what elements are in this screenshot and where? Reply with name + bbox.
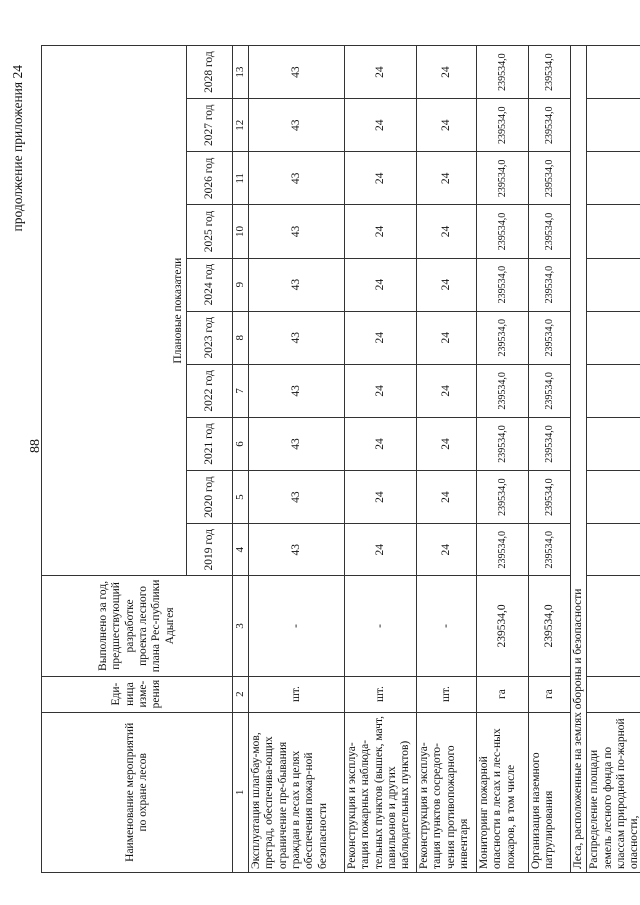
- header-unit: Еди-ница изме-рения: [42, 676, 233, 712]
- value-cell: 239534,0: [477, 205, 529, 258]
- value-cell: 24: [345, 471, 417, 524]
- value-cell: 239534,0: [477, 471, 529, 524]
- value-cell: 43: [249, 417, 345, 470]
- continuation-label: продолжение приложения 24: [10, 65, 25, 232]
- value-cell: 239534,0: [477, 46, 529, 99]
- value-cell: 43: [249, 524, 345, 576]
- row-unit: га: [529, 676, 571, 712]
- section-title: Леса, расположенные на землях обороны и безопасности: [571, 46, 587, 873]
- value-cell: 24: [417, 99, 477, 152]
- year-header: 2019 год: [187, 524, 233, 576]
- table-row: [477, 46, 529, 873]
- value-cell: 43: [249, 258, 345, 311]
- page-number: 88: [28, 439, 43, 453]
- column-number: 4: [233, 524, 249, 576]
- value-cell: 43: [249, 471, 345, 524]
- value-cell: 239534,0: [477, 99, 529, 152]
- column-number: 1: [233, 712, 249, 872]
- column-number: 8: [233, 311, 249, 364]
- header-name: Наименование мероприятий по охране лесов: [42, 712, 233, 872]
- value-cell: 24: [417, 471, 477, 524]
- row-done: 239534,0: [477, 576, 529, 676]
- row-unit: га: [477, 676, 529, 712]
- column-number: 9: [233, 258, 249, 311]
- row-unit: шт.: [345, 676, 417, 712]
- value-cell: 43: [249, 311, 345, 364]
- year-header: 2021 год: [187, 417, 233, 470]
- value-cell: 43: [249, 205, 345, 258]
- column-number: 13: [233, 46, 249, 99]
- value-cell: 24: [345, 417, 417, 470]
- column-number: 5: [233, 471, 249, 524]
- value-cell: 24: [345, 311, 417, 364]
- row-done: -: [345, 576, 417, 676]
- empty-cell: [587, 524, 640, 576]
- column-number: 11: [233, 152, 249, 205]
- empty-cell: [587, 258, 640, 311]
- empty-cell: [587, 576, 640, 676]
- year-header: 2028 год: [187, 46, 233, 99]
- year-header: 2027 год: [187, 99, 233, 152]
- empty-cell: [587, 205, 640, 258]
- value-cell: 24: [345, 364, 417, 417]
- value-cell: 239534,0: [529, 258, 571, 311]
- column-number: 10: [233, 205, 249, 258]
- row-name: Распределение площади земель лесного фонда по классам природной по-жарной опасности,: [587, 712, 640, 872]
- empty-cell: [587, 471, 640, 524]
- row-name: Эксплуатация шлагбау-мов, преград, обеспечива-ющих ограничение пре-бывания граждан в лесах в целях обеспечения пожар-ной безопасности: [249, 712, 345, 872]
- header-plan: Плановые показатели: [42, 46, 187, 576]
- row-done: -: [249, 576, 345, 676]
- section-row: [571, 46, 587, 873]
- table-row: [587, 46, 640, 873]
- row-name: Реконструкция и эксплуа-тация пунктов сосредото-чения противопожарного инвентаря: [417, 712, 477, 872]
- value-cell: 24: [345, 524, 417, 576]
- year-header: 2024 год: [187, 258, 233, 311]
- value-cell: 24: [345, 46, 417, 99]
- value-cell: 43: [249, 46, 345, 99]
- column-number: 2: [233, 676, 249, 712]
- header-done: Выполнено за год, предшествующий разработке проекта лесного плана Рес-публики Адыгея: [42, 576, 233, 676]
- value-cell: 24: [417, 205, 477, 258]
- value-cell: 43: [249, 99, 345, 152]
- value-cell: 24: [417, 46, 477, 99]
- value-cell: 24: [345, 99, 417, 152]
- table-row: [417, 46, 477, 873]
- value-cell: 24: [417, 152, 477, 205]
- value-cell: 24: [417, 417, 477, 470]
- value-cell: 24: [345, 205, 417, 258]
- table-row: [249, 46, 345, 873]
- value-cell: 24: [345, 152, 417, 205]
- value-cell: 239534,0: [529, 205, 571, 258]
- value-cell: 24: [417, 258, 477, 311]
- value-cell: 239534,0: [529, 524, 571, 576]
- empty-cell: [587, 676, 640, 712]
- column-number: 3: [233, 576, 249, 676]
- value-cell: 239534,0: [529, 46, 571, 99]
- empty-cell: [587, 46, 640, 99]
- value-cell: 24: [417, 364, 477, 417]
- empty-cell: [587, 364, 640, 417]
- column-number: 6: [233, 417, 249, 470]
- value-cell: 43: [249, 364, 345, 417]
- value-cell: 239534,0: [477, 417, 529, 470]
- value-cell: 24: [417, 311, 477, 364]
- row-name: Реконструкция и эксплуа-тация пожарных наблюда-тельных пунктов (вышек, мачт, павильонов и других наблюдательных пунктов): [345, 712, 417, 872]
- value-cell: 43: [249, 152, 345, 205]
- value-cell: 24: [417, 524, 477, 576]
- value-cell: 239534,0: [477, 258, 529, 311]
- year-header: 2026 год: [187, 152, 233, 205]
- year-header: 2025 год: [187, 205, 233, 258]
- value-cell: 24: [345, 258, 417, 311]
- forest-protection-table: [41, 45, 640, 873]
- empty-cell: [587, 99, 640, 152]
- value-cell: 239534,0: [529, 99, 571, 152]
- row-done: 239534,0: [529, 576, 571, 676]
- empty-cell: [587, 417, 640, 470]
- value-cell: 239534,0: [529, 417, 571, 470]
- column-number: 12: [233, 99, 249, 152]
- value-cell: 239534,0: [529, 364, 571, 417]
- year-header: 2020 год: [187, 471, 233, 524]
- value-cell: 239534,0: [477, 364, 529, 417]
- row-unit: шт.: [249, 676, 345, 712]
- row-unit: шт.: [417, 676, 477, 712]
- row-name: Мониторинг пожарной опасности в лесах и лес-ных пожаров, в том числе: [477, 712, 529, 872]
- empty-cell: [587, 311, 640, 364]
- year-header: 2022 год: [187, 364, 233, 417]
- value-cell: 239534,0: [529, 471, 571, 524]
- value-cell: 239534,0: [477, 152, 529, 205]
- value-cell: 239534,0: [529, 152, 571, 205]
- value-cell: 239534,0: [477, 311, 529, 364]
- table-row: [529, 46, 571, 873]
- empty-cell: [587, 152, 640, 205]
- value-cell: 239534,0: [529, 311, 571, 364]
- row-name: Организация наземного патрулирования: [529, 712, 571, 872]
- row-done: -: [417, 576, 477, 676]
- value-cell: 239534,0: [477, 524, 529, 576]
- column-number: 7: [233, 364, 249, 417]
- year-header: 2023 год: [187, 311, 233, 364]
- table-row: [345, 46, 417, 873]
